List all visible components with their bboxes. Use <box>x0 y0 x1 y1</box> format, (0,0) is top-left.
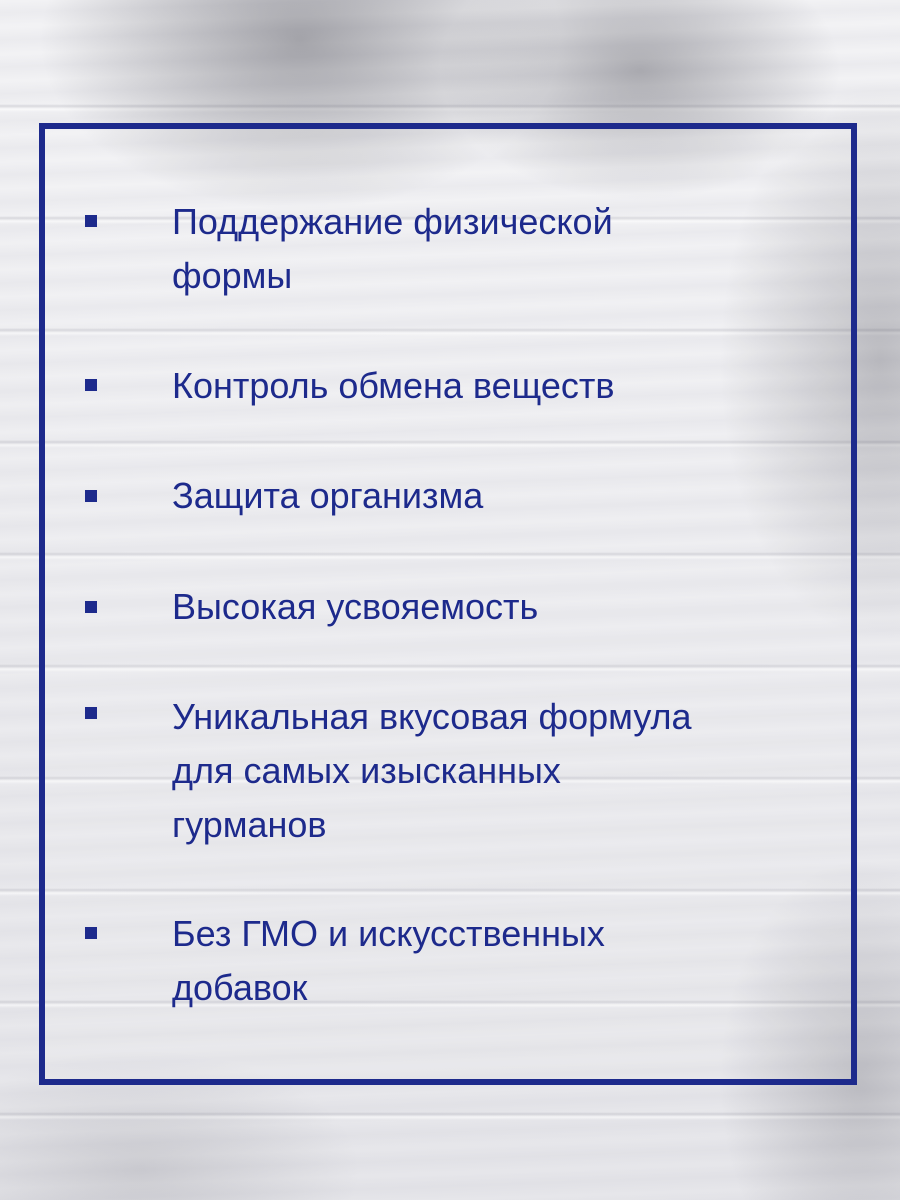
bullet-square-icon <box>85 707 97 719</box>
feature-label: Без ГМО и искусственных добавок <box>172 913 605 1008</box>
feature-label: Поддержание физической формы <box>172 201 613 296</box>
bullet-square-icon <box>85 215 97 227</box>
bullet-square-icon <box>85 927 97 939</box>
feature-label: Защита организма <box>172 475 484 516</box>
features-panel <box>39 123 857 1085</box>
bullet-square-icon <box>85 601 97 613</box>
feature-label: Высокая усвояемость <box>172 586 539 627</box>
feature-label: Контроль обмена веществ <box>172 365 615 406</box>
feature-label: Уникальная вкусовая формула для самых изысканных гурманов <box>172 696 692 845</box>
bullet-square-icon <box>85 490 97 502</box>
bullet-square-icon <box>85 379 97 391</box>
